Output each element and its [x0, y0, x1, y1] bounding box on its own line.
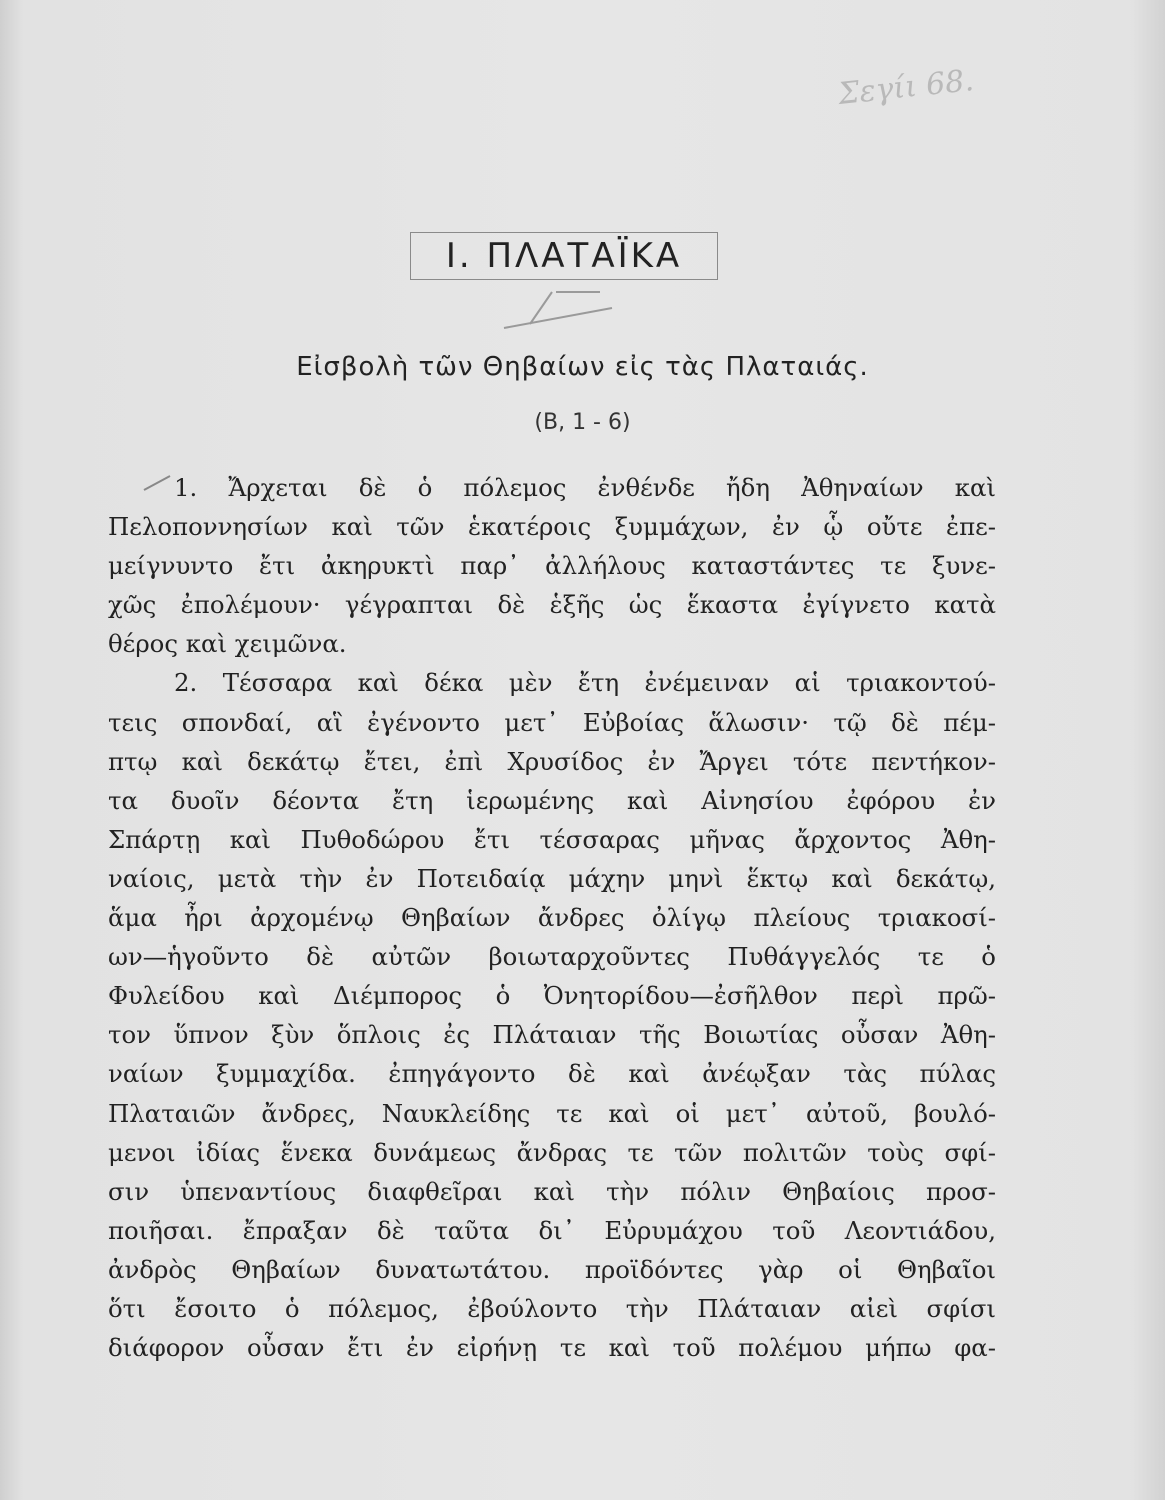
- text-line: Πελοποννησίων καὶ τῶν ἑκατέροις ξυμμάχων, ἐν ᾧ οὔτε ἐπε-: [108, 512, 996, 542]
- text-line: ποιῆσαι. ἔπραξαν δὲ ταῦτα δι᾽ Εὐρυμάχου τοῦ Λεοντιάδου,: [108, 1215, 996, 1245]
- pencil-annotation: Σεγίι 68.: [836, 62, 976, 113]
- text-line: Φυλείδου καὶ Διέμπορος ὁ Ὀνητορίδου—ἐσῆλθον περὶ πρῶ-: [108, 981, 996, 1011]
- text-line: θέρος καὶ χειμῶνα.: [108, 629, 347, 659]
- text-line: Πλαταιῶν ἄνδρες, Ναυκλείδης τε καὶ οἱ μετ᾽ αὐτοῦ, βουλό-: [108, 1098, 996, 1128]
- text-line: τα δυοῖν δέοντα ἔτη ἱερωμένης καὶ Αἰνησίου ἐφόρου ἐν: [108, 785, 996, 815]
- text-line: Σπάρτῃ καὶ Πυθοδώρου ἔτι τέσσαρας μῆνας ἄρχοντος Ἀθη-: [108, 824, 996, 854]
- text-line: σιν ὑπεναντίους διαφθεῖραι καὶ τὴν πόλιν Θηβαίοις προσ-: [108, 1176, 996, 1206]
- text-line: μενοι ἰδίας ἕνεκα δυνάμεως ἄνδρας τε τῶν πολιτῶν τοὺς σφί-: [108, 1137, 996, 1167]
- text-line: ἀνδρὸς Θηβαίων δυνατωτάτου. προϊδόντες γὰρ οἱ Θηβαῖοι: [108, 1254, 996, 1284]
- section-subtitle: Εἰσβολὴ τῶν Θηβαίων εἰς τὰς Πλαταιάς.: [296, 352, 869, 382]
- text-line: 1. Ἄρχεται δὲ ὁ πόλεμος ἐνθένδε ἤδη Ἀθηναίων καὶ: [174, 473, 996, 502]
- text-line: ὅτι ἔσοιτο ὁ πόλεμος, ἐβούλοντο τὴν Πλάταιαν αἰεὶ σφίσι: [108, 1293, 996, 1323]
- text-line: ων—ἡγοῦντο δὲ αὐτῶν βοιωταρχοῦντες Πυθάγγελός τε ὁ: [108, 942, 996, 972]
- text-line: τον ὕπνον ξὺν ὅπλοις ἐς Πλάταιαν τῆς Βοιωτίας οὖσαν Ἀθη-: [108, 1020, 996, 1050]
- text-line: διάφορον οὖσαν ἔτι ἐν εἰρήνῃ τε καὶ τοῦ πολέμου μήπω φα-: [108, 1333, 996, 1363]
- text-line: ναίοις, μετὰ τὴν ἐν Ποτειδαίᾳ μάχην μηνὶ ἕκτῳ καὶ δεκάτῳ,: [108, 863, 996, 893]
- text-line: ἅμα ἦρι ἀρχομένῳ Θηβαίων ἄνδρες ὀλίγῳ πλείους τριακοσί-: [108, 903, 996, 933]
- text-line: 2. Τέσσαρα καὶ δέκα μὲν ἔτη ἐνέμειναν αἱ τριακοντού-: [174, 668, 996, 698]
- text-line: πτῳ καὶ δεκάτῳ ἔτει, ἐπὶ Χρυσίδος ἐν Ἄργει τότε πεντήκον-: [108, 746, 996, 776]
- chapter-heading-box: [410, 232, 718, 280]
- text-line: τεις σπονδαί, αἳ ἐγένοντο μετ᾽ Εὐβοίας ἅλωσιν· τῷ δὲ πέμ-: [108, 707, 996, 737]
- pencil-stroke-mark: [500, 284, 620, 334]
- text-line: ναίων ξυμμαχίδα. ἐπηγάγοντο δὲ καὶ ἀνέῳξαν τὰς πύλας: [108, 1059, 996, 1089]
- text-line: χῶς ἐπολέμουν· γέγραπται δὲ ἑξῆς ὡς ἕκαστα ἐγίγνετο κατὰ: [108, 590, 996, 620]
- chapter-heading: I. ΠΛΑΤΑΪΚΑ: [445, 236, 683, 276]
- text-line: μείγνυντο ἔτι ἀκηρυκτὶ παρ᾽ ἀλλήλους καταστάντες τε ξυνε-: [108, 551, 996, 581]
- body-text: [108, 468, 996, 1367]
- section-reference: (Β, 1 - 6): [534, 410, 631, 435]
